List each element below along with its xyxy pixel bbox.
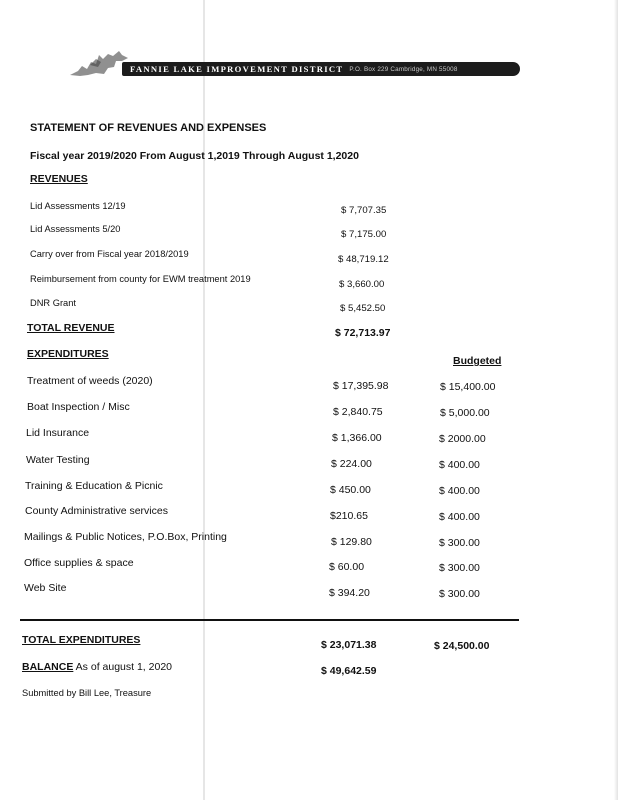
revenue-amount: $ 48,719.12: [338, 254, 389, 265]
statement-title: STATEMENT OF REVENUES AND EXPENSES: [30, 122, 267, 134]
expense-label: Training & Education & Picnic: [25, 480, 163, 492]
balance-date: As of august 1, 2020: [73, 661, 173, 673]
expense-amount: $ 129.80: [331, 536, 372, 548]
submitted-by: Submitted by Bill Lee, Treasure: [22, 688, 152, 698]
expense-amount: $ 60.00: [329, 561, 365, 573]
revenue-label: Reimbursement from county for EWM treatment 2019: [30, 274, 251, 284]
revenue-label: Carry over from Fiscal year 2018/2019: [30, 249, 189, 259]
budgeted-heading: Budgeted: [453, 355, 502, 367]
expense-amount: $ 224.00: [331, 458, 372, 470]
total-revenue-amount: $ 72,713.97: [335, 327, 391, 339]
district-address: P.O. Box 229 Cambridge, MN 55008: [349, 65, 458, 73]
scan-fold-line: [203, 0, 205, 800]
expense-budget: $ 300.00: [439, 588, 480, 600]
revenue-amount: $ 7,175.00: [341, 229, 387, 240]
revenue-amount: $ 3,660.00: [339, 279, 385, 290]
expense-label: County Administrative services: [25, 505, 168, 517]
expense-amount: $210.65: [330, 510, 368, 522]
expense-amount: $ 394.20: [329, 587, 370, 599]
heron-logo-icon: [68, 44, 130, 80]
balance-label: BALANCE: [22, 661, 74, 673]
expense-label: Mailings & Public Notices, P.O.Box, Printing: [24, 531, 227, 543]
expense-label: Water Testing: [26, 454, 90, 466]
expense-amount: $ 1,366.00: [332, 432, 382, 444]
total-expenditures-label: TOTAL EXPENDITURES: [22, 634, 141, 646]
balance-line: [22, 661, 172, 673]
expense-amount: $ 17,395.98: [333, 380, 389, 392]
revenue-label: Lid Assessments 5/20: [30, 224, 121, 234]
totals-divider: [20, 619, 519, 621]
expense-budget: $ 300.00: [439, 537, 480, 549]
letterhead-banner: [122, 62, 520, 76]
expense-budget: $ 400.00: [439, 485, 480, 497]
expenditures-heading: EXPENDITURES: [27, 348, 109, 360]
expense-amount: $ 2,840.75: [333, 406, 383, 418]
expense-label: Boat Inspection / Misc: [27, 401, 130, 413]
fiscal-year-line: Fiscal year 2019/2020 From August 1,2019 Through August 1,2020: [30, 150, 359, 162]
expense-amount: $ 450.00: [330, 484, 371, 496]
total-expenditures-amount: $ 23,071.38: [321, 639, 377, 651]
revenue-amount: $ 7,707.35: [341, 205, 387, 216]
expense-label: Lid Insurance: [26, 427, 90, 439]
expense-label: Web Site: [24, 582, 67, 594]
total-revenue-label: TOTAL REVENUE: [27, 322, 115, 334]
balance-amount: $ 49,642.59: [321, 665, 377, 677]
district-name: FANNIE LAKE IMPROVEMENT DISTRICT: [130, 64, 344, 74]
expense-budget: $ 15,400.00: [440, 381, 496, 393]
revenue-label: DNR Grant: [30, 298, 76, 308]
expense-budget: $ 2000.00: [439, 433, 486, 445]
expense-budget: $ 5,000.00: [440, 407, 490, 419]
scan-edge-shadow: [614, 0, 618, 800]
revenue-label: Lid Assessments 12/19: [30, 201, 126, 211]
total-budgeted-amount: $ 24,500.00: [434, 640, 490, 652]
expense-budget: $ 400.00: [439, 511, 480, 523]
expense-label: Treatment of weeds (2020): [27, 375, 153, 387]
revenue-amount: $ 5,452.50: [340, 303, 386, 314]
expense-label: Office supplies & space: [24, 557, 134, 569]
expense-budget: $ 300.00: [439, 562, 480, 574]
expense-budget: $ 400.00: [439, 459, 480, 471]
revenues-heading: REVENUES: [30, 173, 88, 185]
